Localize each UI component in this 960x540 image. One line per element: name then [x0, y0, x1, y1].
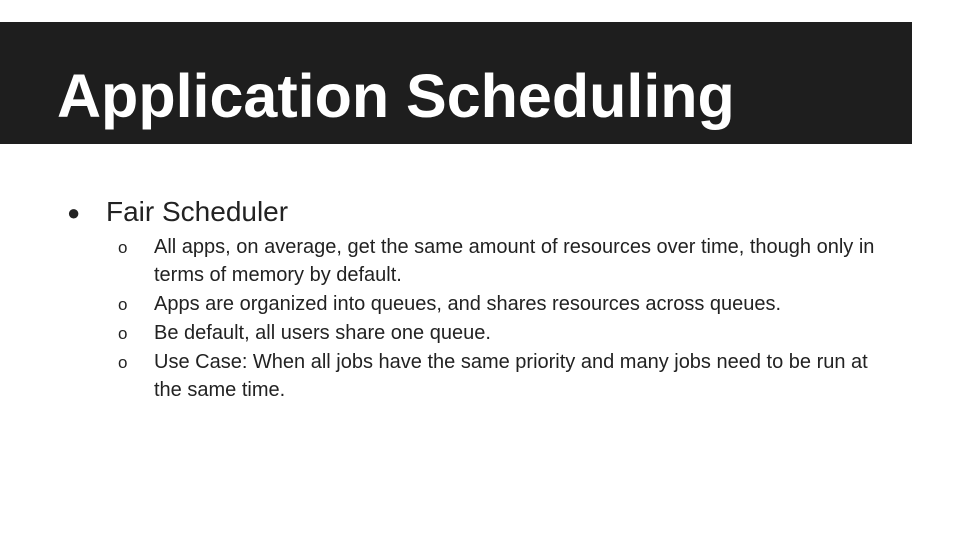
sub-bullet-text: Be default, all users share one queue.	[154, 322, 491, 344]
sub-bullet-marker-icon: o	[118, 295, 128, 314]
sub-bullet-text: Apps are organized into queues, and shares resources across queues.	[154, 293, 782, 315]
bullet-marker-icon: ●	[67, 200, 81, 225]
sub-bullet-marker-icon: o	[118, 238, 128, 257]
bullet-item	[0, 193, 960, 233]
sub-bullet-item	[0, 290, 960, 318]
sub-bullet-item	[0, 233, 960, 289]
sub-bullet-marker-icon: o	[118, 353, 128, 372]
sub-bullet-marker-icon: o	[118, 324, 128, 343]
slide-title: Application Scheduling	[57, 62, 735, 130]
sub-bullet-text: All apps, on average, get the same amount of resources over time, though only in terms of memory by default.	[154, 236, 875, 286]
slide-content	[0, 193, 960, 405]
sub-bullet-item	[0, 319, 960, 347]
sub-bullet-text: Use Case: When all jobs have the same priority and many jobs need to be run at the same time.	[154, 351, 868, 401]
bullet-text: Fair Scheduler	[106, 196, 289, 227]
sub-bullet-item	[0, 348, 960, 404]
sub-bullet-list	[0, 233, 960, 404]
